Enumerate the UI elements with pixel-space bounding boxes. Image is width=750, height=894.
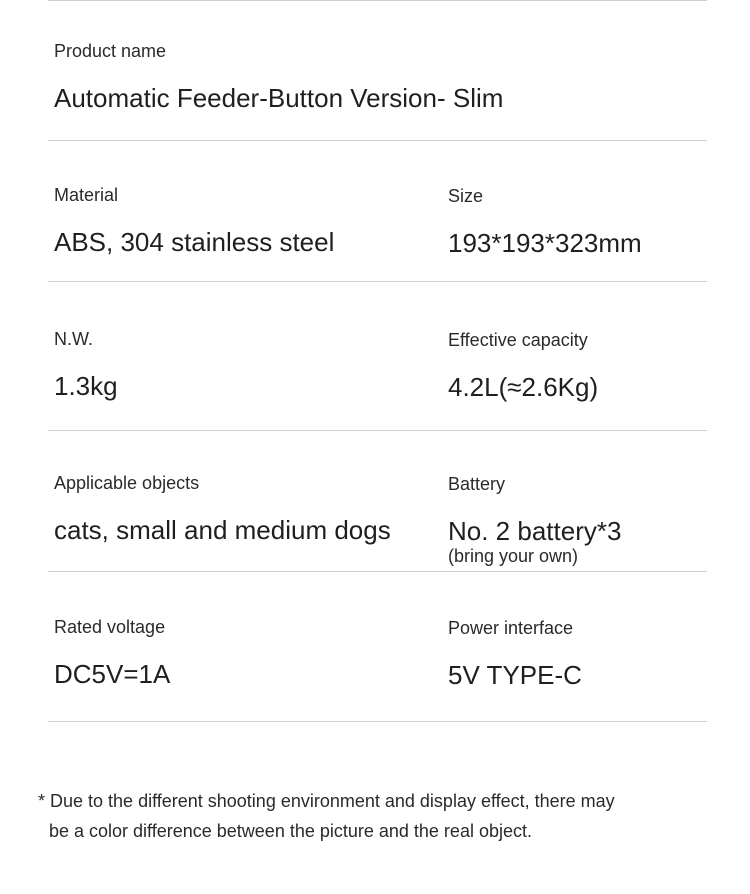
battery-label: Battery [448, 474, 506, 494]
power-interface-label: Power interface [448, 618, 574, 638]
product-name-value: Automatic Feeder-Button Version- Slim [54, 83, 504, 113]
rated-voltage-value: DC5V=1A [54, 659, 171, 689]
material-label: Material [54, 185, 119, 205]
material-value: ABS, 304 stainless steel [54, 227, 335, 257]
disclaimer-footnote [38, 786, 718, 846]
power-interface-value: 5V TYPE-C [448, 660, 582, 690]
net-weight-label: N.W. [54, 329, 93, 349]
net-weight-value: 1.3kg [54, 371, 118, 401]
divider-5 [48, 721, 707, 722]
battery-value: No. 2 battery*3 [448, 516, 622, 546]
footnote-line-1: * Due to the different shooting environment and display effect, there may [38, 791, 615, 811]
size-label: Size [448, 186, 484, 206]
divider-2 [48, 281, 707, 282]
divider-1 [48, 140, 707, 141]
applicable-objects-label: Applicable objects [54, 473, 200, 493]
applicable-objects-value: cats, small and medium dogs [54, 515, 391, 545]
divider-4 [48, 571, 707, 572]
capacity-label: Effective capacity [448, 330, 588, 350]
product-name-label: Product name [54, 41, 167, 61]
rated-voltage-label: Rated voltage [54, 617, 166, 637]
divider-3 [48, 430, 707, 431]
battery-note: (bring your own) [448, 546, 579, 566]
footnote-line-2: be a color difference between the picture and the real object. [49, 821, 532, 841]
divider-top [48, 0, 707, 1]
capacity-value: 4.2L(≈2.6Kg) [448, 372, 599, 402]
size-value: 193*193*323mm [448, 228, 642, 258]
